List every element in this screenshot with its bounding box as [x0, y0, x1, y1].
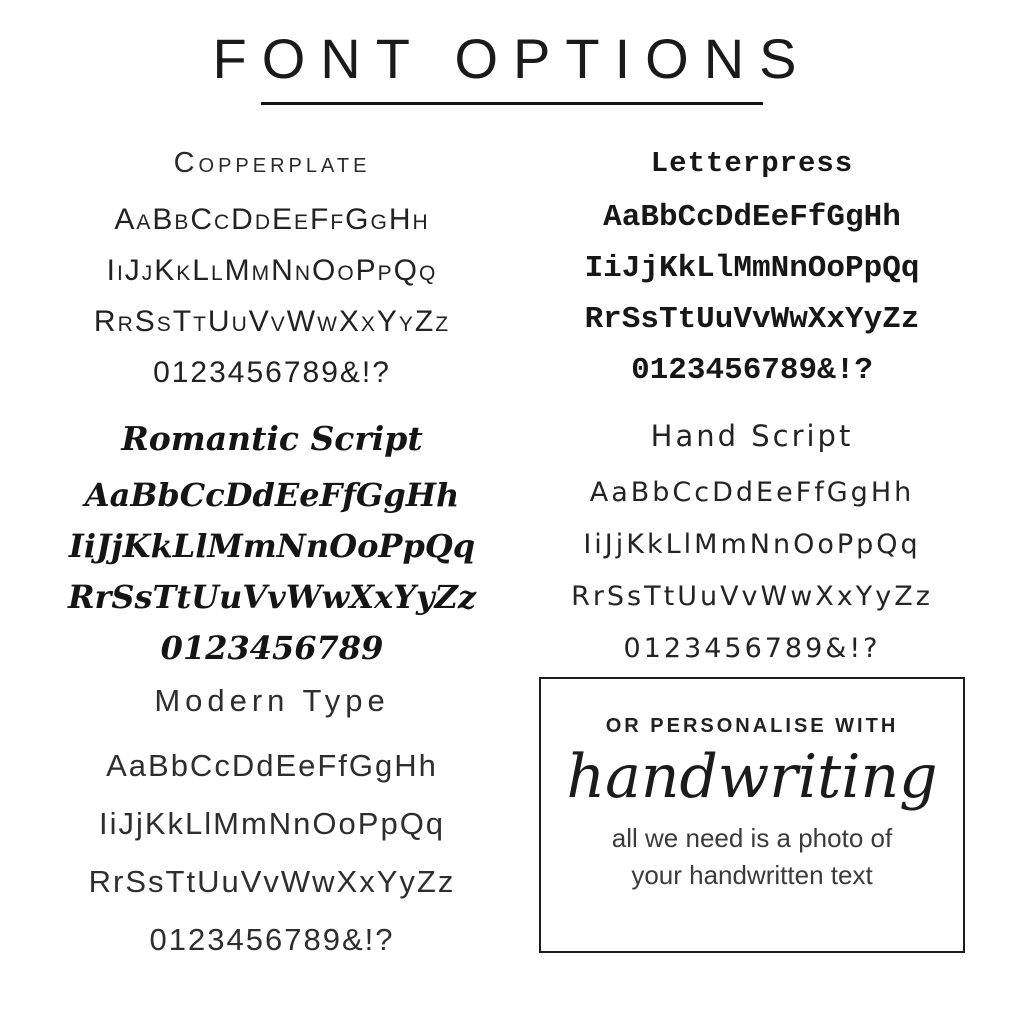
- sample-row: IiJjKkLlMmNnOoPpQq: [98, 806, 446, 841]
- sample-row: 0123456789&!?: [149, 922, 395, 957]
- sample-row: IiJjKkLlMmNnOoPpQq: [583, 529, 921, 560]
- sample-row: 0123456789&!?: [631, 353, 873, 388]
- font-name-copperplate: Copperplate: [173, 147, 371, 179]
- personalise-note-line: all we need is a photo of: [611, 823, 893, 853]
- sample-row: RrSsTtUuVvWwXxYyZz: [571, 581, 933, 612]
- sample-row: IiJjKkLlMmNnOoPpQq: [106, 254, 438, 287]
- font-name-letterpress: Letterpress: [650, 147, 854, 180]
- personalise-note-line: your handwritten text: [631, 860, 873, 890]
- sample-row: AaBbCcDdEeFfGgHh: [114, 203, 430, 236]
- personalise-heading: OR PERSONALISE WITH: [605, 715, 899, 737]
- sample-row: 0123456789: [160, 629, 384, 667]
- personalise-box: [539, 677, 965, 953]
- sample-row: AaBbCcDdEeFfGgHh: [106, 748, 438, 783]
- page-title: FONT OPTIONS: [212, 27, 812, 90]
- font-sample-copperplate: [32, 131, 512, 403]
- font-samples-grid: [0, 131, 1024, 1016]
- sample-row: AaBbCcDdEeFfGgHh: [84, 476, 460, 514]
- font-sample-hand-script: [512, 403, 992, 671]
- font-name-modern-type: Modern Type: [154, 683, 390, 718]
- font-name-romantic-script: Romantic Script: [121, 419, 423, 458]
- handwriting-script-word: handwriting: [566, 742, 938, 812]
- sample-row: RrSsTtUuVvWwXxYyZz: [584, 302, 920, 337]
- font-sample-modern-type: [32, 671, 512, 1016]
- font-sample-romantic-script: [32, 403, 512, 671]
- sample-row: AaBbCcDdEeFfGgHh: [589, 477, 915, 508]
- font-sample-letterpress: [512, 131, 992, 403]
- font-name-hand-script: Hand Script: [650, 419, 854, 453]
- sample-row: IiJjKkLlMmNnOoPpQq: [68, 527, 476, 565]
- sample-row: RrSsTtUuVvWwXxYyZz: [67, 578, 477, 616]
- sample-row: 0123456789&!?: [623, 633, 881, 664]
- sample-row: RrSsTtUuVvWwXxYyZz: [88, 864, 456, 899]
- sample-row: IiJjKkLlMmNnOoPpQq: [584, 251, 920, 286]
- sample-row: RrSsTtUuVvWwXxYyZz: [93, 305, 451, 338]
- header: [0, 0, 1024, 105]
- sample-row: AaBbCcDdEeFfGgHh: [603, 200, 901, 235]
- sample-row: 0123456789&!?: [153, 356, 391, 389]
- title-underline: [261, 102, 763, 105]
